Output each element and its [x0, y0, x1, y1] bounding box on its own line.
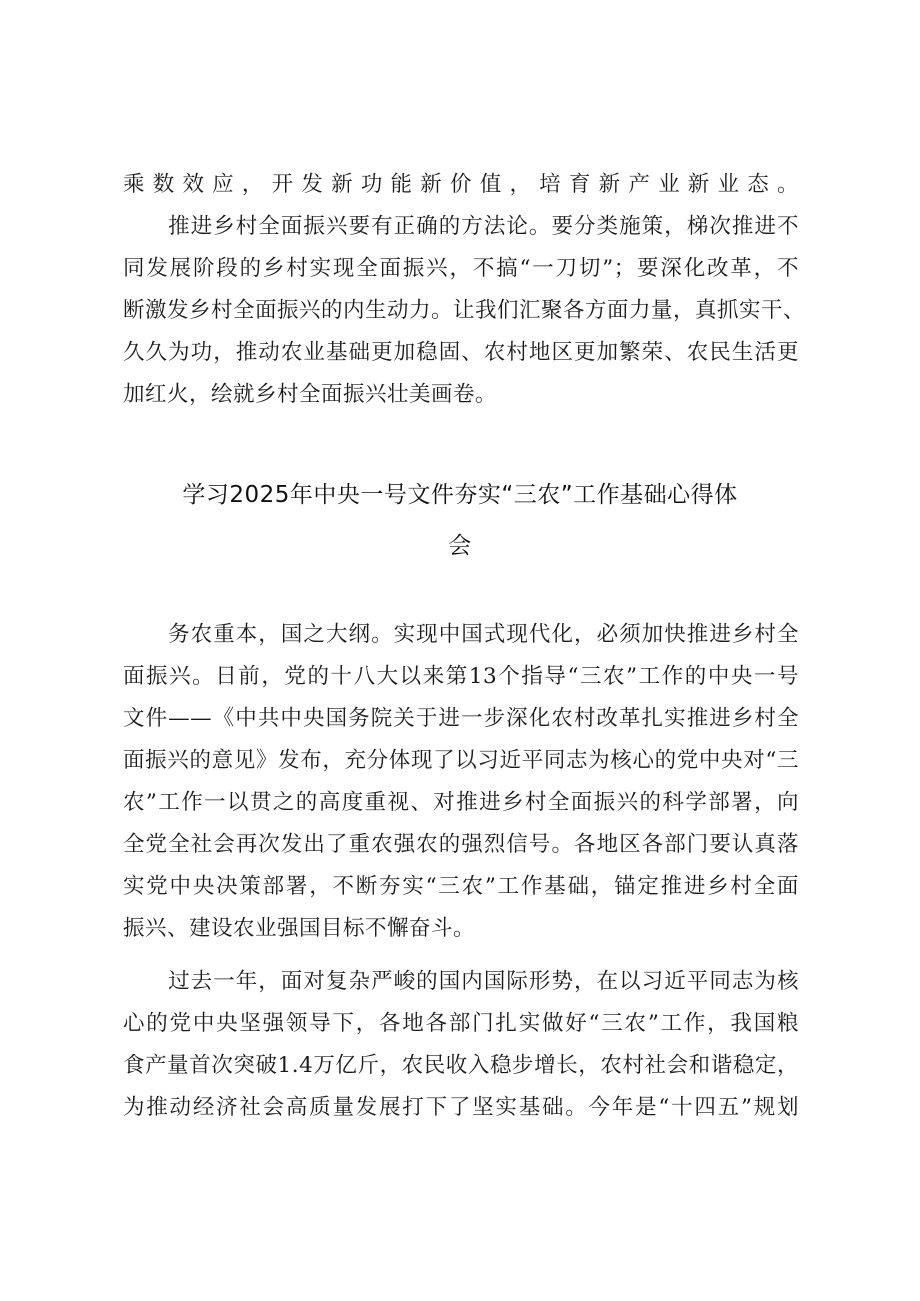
section-title-line-1: 学习2025年中央一号文件夯实“三农”工作基础心得体: [182, 482, 738, 508]
paragraph-line: 心的党中央坚强领导下，各地各部门扎实做好“三农”工作，我国粮: [123, 1011, 799, 1036]
paragraph-line: 食产量首次突破1.4万亿斤，农民收入稳步增长，农村社会和谐稳定，: [123, 1053, 799, 1078]
paragraph-line: 振兴、建设农业强国目标不懈奋斗。: [123, 916, 476, 941]
paragraph-line: 实党中央决策部署，不断夯实“三农”工作基础，锚定推进乡村全面: [123, 874, 799, 899]
paragraph-line: 农”工作一以贯之的高度重视、对推进乡村全面振兴的科学部署，向: [123, 790, 799, 815]
paragraph-line: 久久为功，推动农业基础更加稳固、农村地区更加繁荣、农民生活更: [123, 340, 799, 365]
paragraph-line: 面振兴。日前，党的十八大以来第13个指导“三农”工作的中央一号: [123, 664, 799, 689]
section-title-line-2: 会: [448, 533, 472, 559]
paragraph-line: 文件——《中共中央国务院关于进一步深化农村改革扎实推进乡村全: [123, 706, 799, 731]
paragraph-line: 务农重本，国之大纲。实现中国式现代化，必须加快推进乡村全: [123, 622, 799, 647]
paragraph-line: 面振兴的意见》发布，充分体现了以习近平同志为核心的党中央对“三: [123, 748, 799, 773]
paragraph-line: 过去一年，面对复杂严峻的国内国际形势，在以习近平同志为核: [123, 969, 799, 994]
paragraph-line: 推进乡村全面振兴要有正确的方法论。要分类施策，梯次推进不: [123, 214, 799, 239]
paragraph-line: 全党全社会再次发出了重农强农的强烈信号。各地区各部门要认真落: [123, 832, 799, 857]
paragraph-line: 为推动经济社会高质量发展打下了坚实基础。今年是“十四五”规划: [123, 1095, 799, 1120]
paragraph-line: 乘数效应，开发新功能新价值，培育新产业新业态。: [123, 172, 799, 197]
paragraph-line: 断激发乡村全面振兴的内生动力。让我们汇聚各方面力量，真抓实干、: [123, 298, 806, 323]
paragraph-line: 加红火，绘就乡村全面振兴壮美画卷。: [123, 382, 498, 407]
paragraph-line: 同发展阶段的乡村实现全面振兴，不搞“一刀切”；要深化改革，不: [123, 256, 799, 281]
